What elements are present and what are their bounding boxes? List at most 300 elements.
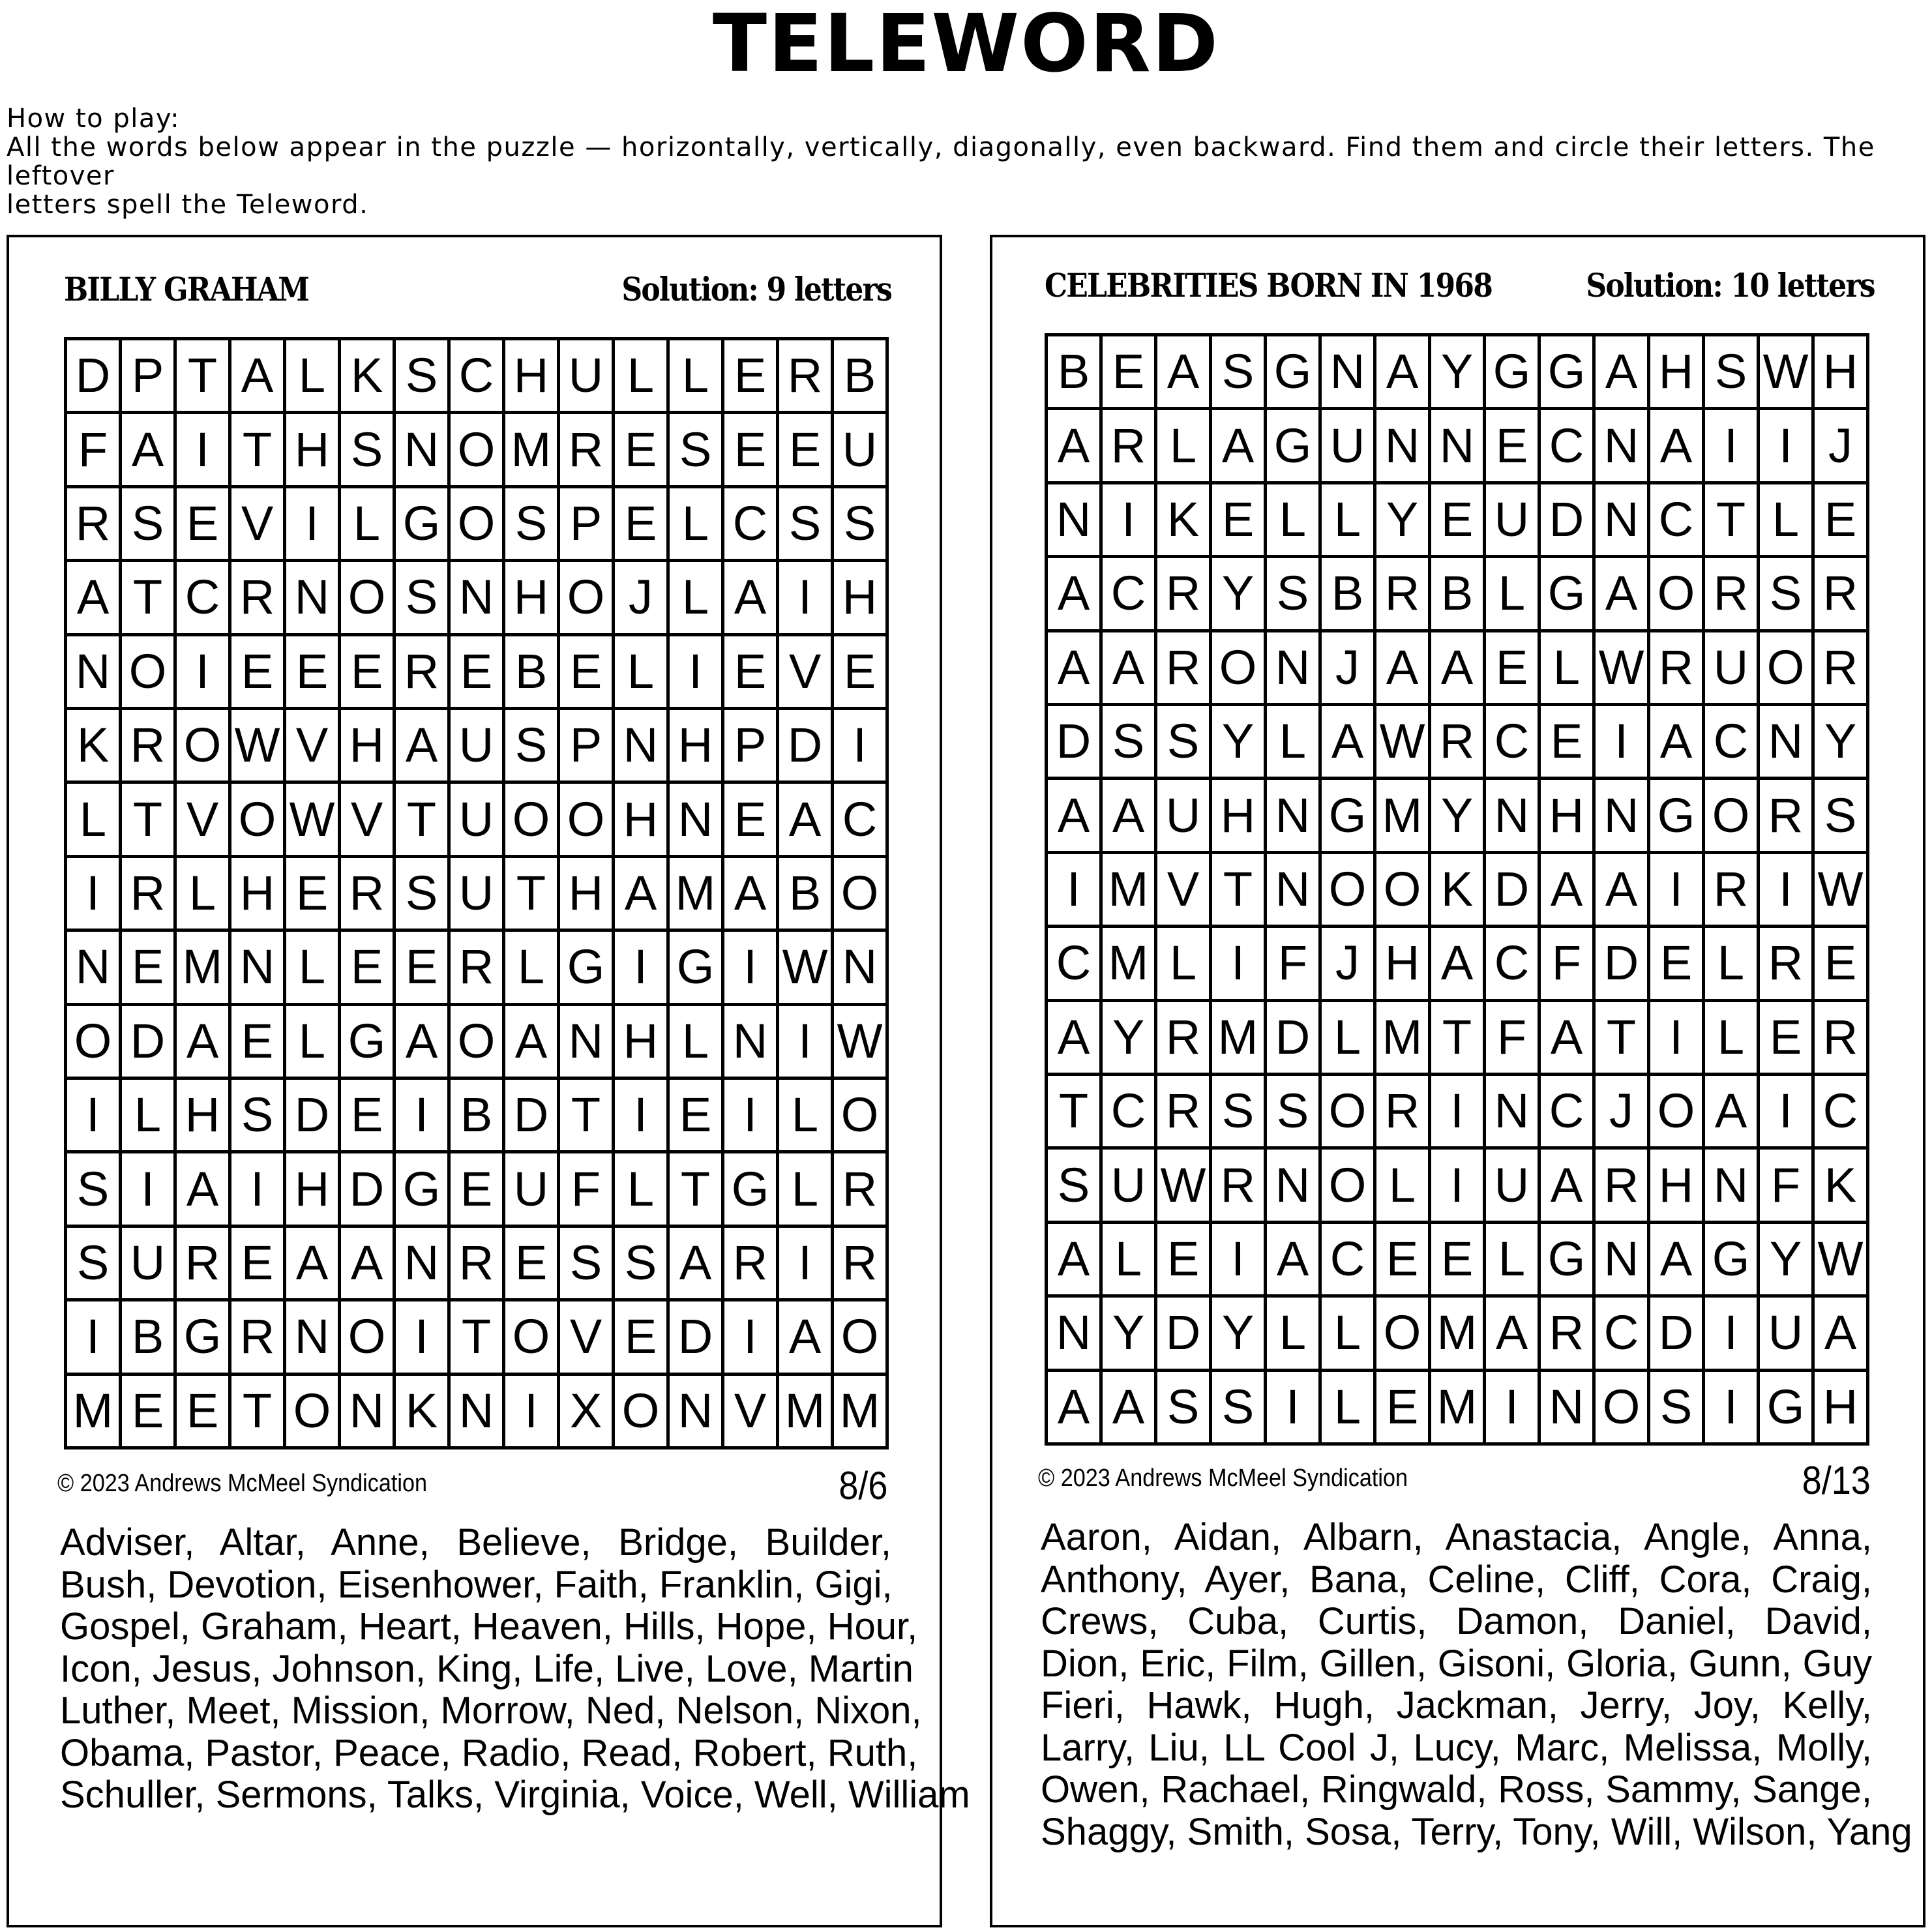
grid-cell[interactable]: A (670, 1228, 724, 1301)
grid-cell[interactable]: A (67, 562, 122, 636)
grid-cell[interactable]: E (560, 636, 615, 710)
grid-cell[interactable]: K (67, 710, 122, 784)
grid-cell[interactable]: R (122, 710, 177, 784)
grid-cell[interactable]: L (670, 1006, 724, 1080)
grid-cell[interactable]: G (1267, 410, 1322, 484)
grid-cell[interactable]: O (560, 784, 615, 857)
grid-cell[interactable]: M (505, 414, 560, 488)
grid-cell[interactable]: N (1596, 410, 1650, 484)
grid-cell[interactable]: G (1541, 336, 1596, 410)
grid-cell[interactable]: I (670, 636, 724, 710)
grid-cell[interactable]: T (451, 1301, 505, 1375)
grid-cell[interactable]: A (396, 1006, 451, 1080)
grid-cell[interactable]: R (724, 1228, 779, 1301)
grid-cell[interactable]: W (286, 784, 341, 857)
grid-cell[interactable]: N (1267, 780, 1322, 854)
grid-cell[interactable]: B (1322, 558, 1376, 632)
grid-cell[interactable]: C (1486, 706, 1541, 780)
grid-cell[interactable]: O (1705, 780, 1760, 854)
grid-cell[interactable]: A (341, 1228, 396, 1301)
grid-cell[interactable]: L (1157, 410, 1212, 484)
grid-cell[interactable]: T (1596, 1002, 1650, 1076)
grid-cell[interactable]: I (1650, 1002, 1705, 1076)
grid-cell[interactable]: N (1486, 1076, 1541, 1150)
grid-cell[interactable]: A (724, 858, 779, 932)
grid-cell[interactable]: H (286, 414, 341, 488)
grid-cell[interactable]: T (231, 1376, 286, 1449)
grid-cell[interactable]: T (177, 340, 231, 414)
grid-cell[interactable]: E (724, 414, 779, 488)
grid-cell[interactable]: D (1157, 1298, 1212, 1371)
grid-cell[interactable]: L (286, 932, 341, 1005)
grid-cell[interactable]: G (724, 1153, 779, 1227)
grid-cell[interactable]: Y (1212, 706, 1267, 780)
grid-cell[interactable]: D (122, 1006, 177, 1080)
grid-cell[interactable]: H (1650, 1150, 1705, 1223)
grid-cell[interactable]: M (67, 1376, 122, 1449)
grid-cell[interactable]: L (670, 562, 724, 636)
grid-cell[interactable]: Y (1103, 1298, 1157, 1371)
grid-cell[interactable]: F (1760, 1150, 1815, 1223)
grid-cell[interactable]: E (1486, 410, 1541, 484)
grid-cell[interactable]: E (1103, 336, 1157, 410)
grid-cell[interactable]: C (1596, 1298, 1650, 1371)
grid-cell[interactable]: N (1486, 780, 1541, 854)
grid-cell[interactable]: I (396, 1080, 451, 1153)
grid-cell[interactable]: R (1376, 558, 1431, 632)
grid-cell[interactable]: S (1760, 558, 1815, 632)
grid-cell[interactable]: C (1541, 1076, 1596, 1150)
grid-cell[interactable]: R (1157, 632, 1212, 706)
grid-cell[interactable]: U (122, 1228, 177, 1301)
grid-cell[interactable]: N (1322, 336, 1376, 410)
grid-cell[interactable]: E (1376, 1372, 1431, 1446)
grid-cell[interactable]: E (122, 1376, 177, 1449)
grid-cell[interactable]: L (286, 1006, 341, 1080)
grid-cell[interactable]: R (560, 414, 615, 488)
grid-cell[interactable]: H (670, 710, 724, 784)
grid-cell[interactable]: I (505, 1376, 560, 1449)
grid-cell[interactable]: H (341, 710, 396, 784)
grid-cell[interactable]: S (1103, 706, 1157, 780)
grid-cell[interactable]: I (67, 1080, 122, 1153)
grid-cell[interactable]: I (122, 1153, 177, 1227)
grid-cell[interactable]: M (1212, 1002, 1267, 1076)
grid-cell[interactable]: S (67, 1153, 122, 1227)
grid-cell[interactable]: Y (1212, 558, 1267, 632)
grid-cell[interactable]: N (560, 1006, 615, 1080)
grid-cell[interactable]: M (834, 1376, 889, 1449)
grid-cell[interactable]: V (560, 1301, 615, 1375)
grid-cell[interactable]: E (341, 1080, 396, 1153)
grid-cell[interactable]: I (779, 1228, 834, 1301)
grid-cell[interactable]: T (560, 1080, 615, 1153)
grid-cell[interactable]: A (286, 1228, 341, 1301)
grid-cell[interactable]: S (615, 1228, 670, 1301)
grid-cell[interactable]: L (1376, 1150, 1431, 1223)
grid-cell[interactable]: R (341, 858, 396, 932)
grid-cell[interactable]: J (1322, 928, 1376, 1002)
grid-cell[interactable]: O (615, 1376, 670, 1449)
grid-cell[interactable]: I (1596, 706, 1650, 780)
grid-cell[interactable]: C (834, 784, 889, 857)
grid-cell[interactable]: E (1212, 484, 1267, 558)
grid-cell[interactable]: H (1815, 1372, 1869, 1446)
grid-cell[interactable]: F (1486, 1002, 1541, 1076)
grid-cell[interactable]: O (341, 562, 396, 636)
grid-cell[interactable]: U (1705, 632, 1760, 706)
grid-cell[interactable]: B (505, 636, 560, 710)
grid-cell[interactable]: O (1650, 1076, 1705, 1150)
grid-cell[interactable]: K (1431, 854, 1486, 928)
grid-cell[interactable]: A (1103, 1372, 1157, 1446)
grid-cell[interactable]: W (1760, 336, 1815, 410)
grid-cell[interactable]: H (1376, 928, 1431, 1002)
grid-cell[interactable]: D (505, 1080, 560, 1153)
grid-cell[interactable]: A (1541, 1002, 1596, 1076)
grid-cell[interactable]: I (286, 488, 341, 562)
grid-cell[interactable]: D (1486, 854, 1541, 928)
grid-cell[interactable]: G (1705, 1224, 1760, 1298)
grid-cell[interactable]: A (779, 1301, 834, 1375)
grid-cell[interactable]: S (505, 710, 560, 784)
grid-cell[interactable]: O (834, 858, 889, 932)
grid-cell[interactable]: C (1486, 928, 1541, 1002)
grid-cell[interactable]: A (1650, 1224, 1705, 1298)
grid-cell[interactable]: R (1157, 1002, 1212, 1076)
grid-cell[interactable]: E (1157, 1224, 1212, 1298)
grid-cell[interactable]: L (670, 340, 724, 414)
grid-cell[interactable]: W (1376, 706, 1431, 780)
grid-cell[interactable]: A (1048, 1002, 1103, 1076)
grid-cell[interactable]: N (615, 710, 670, 784)
grid-cell[interactable]: S (505, 488, 560, 562)
grid-cell[interactable]: V (341, 784, 396, 857)
grid-cell[interactable]: D (1267, 1002, 1322, 1076)
grid-cell[interactable]: J (1322, 632, 1376, 706)
grid-cell[interactable]: A (1103, 632, 1157, 706)
grid-cell[interactable]: E (177, 1376, 231, 1449)
grid-cell[interactable]: N (1267, 1150, 1322, 1223)
grid-cell[interactable]: R (1103, 410, 1157, 484)
grid-cell[interactable]: O (1596, 1372, 1650, 1446)
grid-cell[interactable]: S (1705, 336, 1760, 410)
grid-cell[interactable]: F (1267, 928, 1322, 1002)
grid-cell[interactable]: C (1541, 410, 1596, 484)
grid-cell[interactable]: S (1650, 1372, 1705, 1446)
grid-cell[interactable]: E (724, 636, 779, 710)
grid-cell[interactable]: V (177, 784, 231, 857)
grid-cell[interactable]: N (396, 1228, 451, 1301)
grid-cell[interactable]: L (1103, 1224, 1157, 1298)
grid-cell[interactable]: R (231, 562, 286, 636)
grid-cell[interactable]: O (1760, 632, 1815, 706)
grid-cell[interactable]: I (177, 414, 231, 488)
grid-cell[interactable]: U (1157, 780, 1212, 854)
grid-cell[interactable]: C (1705, 706, 1760, 780)
grid-cell[interactable]: G (1541, 558, 1596, 632)
grid-cell[interactable]: I (1212, 1224, 1267, 1298)
grid-cell[interactable]: U (505, 1153, 560, 1227)
grid-cell[interactable]: D (670, 1301, 724, 1375)
grid-cell[interactable]: W (1596, 632, 1650, 706)
grid-cell[interactable]: R (1376, 1076, 1431, 1150)
grid-cell[interactable]: P (122, 340, 177, 414)
grid-cell[interactable]: L (670, 488, 724, 562)
grid-cell[interactable]: W (834, 1006, 889, 1080)
grid-cell[interactable]: D (1048, 706, 1103, 780)
grid-cell[interactable]: A (724, 562, 779, 636)
grid-cell[interactable]: E (1815, 928, 1869, 1002)
grid-cell[interactable]: R (1212, 1150, 1267, 1223)
grid-cell[interactable]: U (1486, 1150, 1541, 1223)
grid-cell[interactable]: I (1267, 1372, 1322, 1446)
grid-cell[interactable]: A (1048, 780, 1103, 854)
grid-cell[interactable]: T (1048, 1076, 1103, 1150)
grid-cell[interactable]: C (1048, 928, 1103, 1002)
grid-cell[interactable]: T (1705, 484, 1760, 558)
grid-cell[interactable]: O (341, 1301, 396, 1375)
grid-cell[interactable]: S (396, 562, 451, 636)
grid-cell[interactable]: O (1322, 854, 1376, 928)
grid-cell[interactable]: R (1815, 558, 1869, 632)
grid-cell[interactable]: E (177, 488, 231, 562)
grid-cell[interactable]: L (779, 1153, 834, 1227)
grid-cell[interactable]: L (505, 932, 560, 1005)
grid-cell[interactable]: E (670, 1080, 724, 1153)
grid-cell[interactable]: O (451, 414, 505, 488)
grid-cell[interactable]: W (1157, 1150, 1212, 1223)
grid-cell[interactable]: L (615, 1153, 670, 1227)
grid-cell[interactable]: I (67, 858, 122, 932)
grid-cell[interactable]: L (1486, 558, 1541, 632)
grid-cell[interactable]: M (1103, 854, 1157, 928)
grid-cell[interactable]: A (1048, 632, 1103, 706)
grid-cell[interactable]: V (1157, 854, 1212, 928)
grid-cell[interactable]: N (396, 414, 451, 488)
grid-cell[interactable]: C (1650, 484, 1705, 558)
grid-cell[interactable]: N (1431, 410, 1486, 484)
grid-cell[interactable]: F (1541, 928, 1596, 1002)
grid-cell[interactable]: M (1431, 1372, 1486, 1446)
grid-cell[interactable]: O (122, 636, 177, 710)
grid-cell[interactable]: I (779, 562, 834, 636)
grid-cell[interactable]: M (177, 932, 231, 1005)
grid-cell[interactable]: U (1322, 410, 1376, 484)
grid-cell[interactable]: L (1760, 484, 1815, 558)
grid-cell[interactable]: D (1650, 1298, 1705, 1371)
grid-cell[interactable]: I (1212, 928, 1267, 1002)
grid-cell[interactable]: E (1760, 1002, 1815, 1076)
grid-cell[interactable]: N (670, 784, 724, 857)
grid-cell[interactable]: A (396, 710, 451, 784)
grid-cell[interactable]: Y (1212, 1298, 1267, 1371)
grid-cell[interactable]: O (1650, 558, 1705, 632)
grid-cell[interactable]: U (1486, 484, 1541, 558)
grid-cell[interactable]: E (779, 414, 834, 488)
grid-cell[interactable]: G (396, 1153, 451, 1227)
grid-cell[interactable]: C (724, 488, 779, 562)
grid-cell[interactable]: A (1431, 928, 1486, 1002)
grid-cell[interactable]: I (834, 710, 889, 784)
grid-cell[interactable]: E (1650, 928, 1705, 1002)
grid-cell[interactable]: A (1541, 1150, 1596, 1223)
grid-cell[interactable]: C (1103, 558, 1157, 632)
grid-cell[interactable]: A (1048, 410, 1103, 484)
grid-cell[interactable]: H (1815, 336, 1869, 410)
grid-cell[interactable]: A (177, 1006, 231, 1080)
grid-cell[interactable]: M (670, 858, 724, 932)
grid-cell[interactable]: N (451, 562, 505, 636)
grid-cell[interactable]: S (396, 340, 451, 414)
grid-cell[interactable]: N (1596, 780, 1650, 854)
grid-cell[interactable]: E (834, 636, 889, 710)
grid-cell[interactable]: U (834, 414, 889, 488)
grid-cell[interactable]: M (1431, 1298, 1486, 1371)
grid-cell[interactable]: A (177, 1153, 231, 1227)
grid-cell[interactable]: K (1157, 484, 1212, 558)
grid-cell[interactable]: I (1650, 854, 1705, 928)
grid-cell[interactable]: L (1322, 1372, 1376, 1446)
grid-cell[interactable]: N (834, 932, 889, 1005)
grid-cell[interactable]: D (286, 1080, 341, 1153)
grid-cell[interactable]: U (451, 784, 505, 857)
grid-cell[interactable]: J (1815, 410, 1869, 484)
grid-cell[interactable]: E (1376, 1224, 1431, 1298)
grid-cell[interactable]: E (341, 932, 396, 1005)
grid-cell[interactable]: L (1267, 706, 1322, 780)
grid-cell[interactable]: O (1322, 1076, 1376, 1150)
grid-cell[interactable]: L (122, 1080, 177, 1153)
grid-cell[interactable]: U (1103, 1150, 1157, 1223)
grid-cell[interactable]: R (451, 932, 505, 1005)
grid-cell[interactable]: A (1705, 1076, 1760, 1150)
grid-cell[interactable]: E (231, 636, 286, 710)
grid-cell[interactable]: S (560, 1228, 615, 1301)
grid-cell[interactable]: W (1815, 854, 1869, 928)
grid-cell[interactable]: A (1048, 1224, 1103, 1298)
grid-cell[interactable]: B (122, 1301, 177, 1375)
grid-cell[interactable]: G (1760, 1372, 1815, 1446)
grid-cell[interactable]: E (1431, 484, 1486, 558)
grid-cell[interactable]: E (1486, 632, 1541, 706)
grid-cell[interactable]: I (1431, 1076, 1486, 1150)
grid-cell[interactable]: I (724, 1301, 779, 1375)
grid-cell[interactable]: E (1541, 706, 1596, 780)
grid-cell[interactable]: L (615, 636, 670, 710)
grid-cell[interactable]: R (122, 858, 177, 932)
grid-cell[interactable]: I (1760, 1076, 1815, 1150)
grid-cell[interactable]: R (1431, 706, 1486, 780)
grid-cell[interactable]: O (451, 1006, 505, 1080)
grid-cell[interactable]: O (560, 562, 615, 636)
grid-cell[interactable]: I (396, 1301, 451, 1375)
grid-cell[interactable]: H (1541, 780, 1596, 854)
grid-cell[interactable]: M (1103, 928, 1157, 1002)
grid-cell[interactable]: P (560, 710, 615, 784)
grid-cell[interactable]: E (341, 636, 396, 710)
grid-cell[interactable]: K (341, 340, 396, 414)
grid-cell[interactable]: A (1322, 706, 1376, 780)
grid-cell[interactable]: I (231, 1153, 286, 1227)
grid-cell[interactable]: S (1157, 1372, 1212, 1446)
grid-cell[interactable]: U (1760, 1298, 1815, 1371)
grid-cell[interactable]: S (1267, 558, 1322, 632)
grid-cell[interactable]: A (1486, 1298, 1541, 1371)
grid-cell[interactable]: N (286, 562, 341, 636)
grid-cell[interactable]: E (1431, 1224, 1486, 1298)
grid-cell[interactable]: N (1048, 1298, 1103, 1371)
grid-cell[interactable]: J (1596, 1076, 1650, 1150)
grid-cell[interactable]: S (1048, 1150, 1103, 1223)
grid-cell[interactable]: K (396, 1376, 451, 1449)
grid-cell[interactable]: R (177, 1228, 231, 1301)
grid-cell[interactable]: C (1815, 1076, 1869, 1150)
grid-cell[interactable]: O (1376, 854, 1431, 928)
grid-cell[interactable]: A (615, 858, 670, 932)
grid-cell[interactable]: N (341, 1376, 396, 1449)
grid-cell[interactable]: H (1650, 336, 1705, 410)
grid-cell[interactable]: U (451, 858, 505, 932)
grid-cell[interactable]: R (1815, 632, 1869, 706)
grid-cell[interactable]: D (1596, 928, 1650, 1002)
grid-cell[interactable]: A (1212, 410, 1267, 484)
grid-cell[interactable]: G (1486, 336, 1541, 410)
grid-cell[interactable]: P (560, 488, 615, 562)
grid-cell[interactable]: N (670, 1376, 724, 1449)
grid-cell[interactable]: C (1322, 1224, 1376, 1298)
grid-cell[interactable]: N (1267, 632, 1322, 706)
grid-cell[interactable]: E (122, 932, 177, 1005)
grid-cell[interactable]: A (1596, 336, 1650, 410)
grid-cell[interactable]: S (1157, 706, 1212, 780)
grid-cell[interactable]: Y (1760, 1224, 1815, 1298)
grid-cell[interactable]: H (615, 784, 670, 857)
grid-cell[interactable]: L (1322, 484, 1376, 558)
grid-cell[interactable]: A (122, 414, 177, 488)
grid-cell[interactable]: R (1650, 632, 1705, 706)
grid-cell[interactable]: R (1815, 1002, 1869, 1076)
grid-cell[interactable]: L (67, 784, 122, 857)
grid-cell[interactable]: A (1596, 558, 1650, 632)
grid-cell[interactable]: M (1376, 1002, 1431, 1076)
grid-cell[interactable]: L (341, 488, 396, 562)
grid-cell[interactable]: N (1376, 410, 1431, 484)
grid-cell[interactable]: D (341, 1153, 396, 1227)
grid-cell[interactable]: O (1376, 1298, 1431, 1371)
grid-cell[interactable]: G (1650, 780, 1705, 854)
grid-cell[interactable]: B (1048, 336, 1103, 410)
grid-cell[interactable]: K (1815, 1150, 1869, 1223)
grid-cell[interactable]: O (451, 488, 505, 562)
grid-cell[interactable]: Y (1103, 1002, 1157, 1076)
grid-cell[interactable]: O (1322, 1150, 1376, 1223)
grid-cell[interactable]: I (1103, 484, 1157, 558)
grid-cell[interactable]: E (505, 1228, 560, 1301)
grid-cell[interactable]: E (1815, 484, 1869, 558)
grid-cell[interactable]: R (834, 1228, 889, 1301)
grid-cell[interactable]: B (834, 340, 889, 414)
grid-cell[interactable]: O (505, 1301, 560, 1375)
grid-cell[interactable]: O (231, 784, 286, 857)
grid-cell[interactable]: N (1267, 854, 1322, 928)
grid-cell[interactable]: I (67, 1301, 122, 1375)
grid-cell[interactable]: F (67, 414, 122, 488)
grid-cell[interactable]: T (670, 1153, 724, 1227)
grid-cell[interactable]: U (451, 710, 505, 784)
grid-cell[interactable]: A (1267, 1224, 1322, 1298)
grid-cell[interactable]: R (396, 636, 451, 710)
